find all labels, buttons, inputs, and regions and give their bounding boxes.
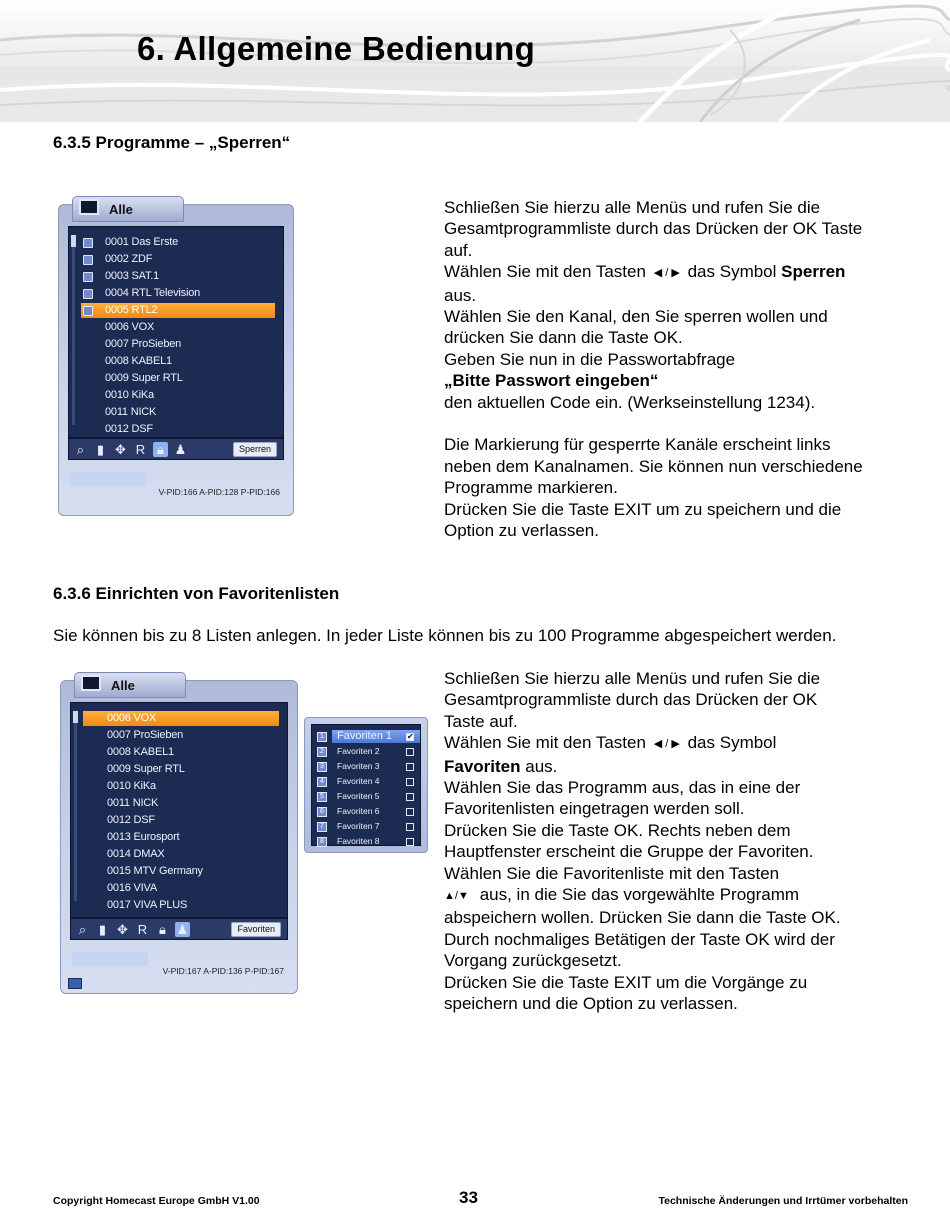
sperren-button: Sperren [233, 442, 277, 457]
text-line: Schließen Sie hierzu alle Menüs und rufen Sie die [444, 198, 821, 217]
rename-icon: R [137, 922, 148, 937]
text-line: Wählen Sie den Kanal, den Sie sperren wollen und [444, 307, 828, 327]
favorites-label: Favoriten 6 [337, 806, 380, 816]
text-line: Durch nochmaliges Betätigen der Taste OK wird der [444, 929, 835, 949]
channel-row [83, 847, 279, 862]
favorites-row [312, 759, 420, 774]
text-line: Gesamtprogrammliste durch das Drücken der OK Taste [444, 219, 863, 239]
favorites-list-panel [304, 717, 428, 853]
text-line: Wählen Sie die Favoritenliste mit den Tasten [444, 863, 780, 883]
scrollbar [74, 711, 77, 901]
tv-menu-tab [74, 672, 186, 698]
up-down-arrow-icon: ▲/▼ [444, 890, 475, 903]
page-number: 33 [459, 1188, 478, 1207]
channel-label: 0008 KABEL1 [105, 355, 172, 367]
bold-term: Sperren [781, 262, 846, 282]
channel-list [70, 702, 288, 918]
left-right-arrow-icon: ◀ / ▶ [650, 267, 683, 280]
tv-toolbar [70, 918, 288, 940]
channel-label: 0006 VOX [107, 712, 157, 724]
channel-row [81, 337, 275, 352]
channel-row [83, 864, 279, 879]
channel-row [83, 898, 279, 913]
favorites-label: Favoriten 5 [337, 791, 380, 801]
list-title: Alle [111, 678, 135, 693]
section-title-favorites: 6.3.6 Einrichten von Favoritenlisten [53, 584, 340, 603]
text-line: Drücken Sie die Taste EXIT um zu speichern und die [444, 499, 842, 519]
tv-toolbar [68, 438, 284, 460]
text-line: Gesamtprogrammliste durch das Drücken der OK [444, 690, 818, 710]
channel-row [83, 745, 279, 760]
text-line: drücken Sie dann die Taste OK. [444, 328, 683, 348]
channel-label: 0017 VIVA PLUS [107, 899, 188, 911]
channel-label: 0010 KiKa [105, 389, 154, 401]
lock-instructions [444, 197, 863, 541]
channel-label: 0010 KiKa [107, 780, 156, 792]
lock-icon [83, 289, 93, 299]
channel-row [83, 796, 279, 811]
scrollbar [72, 235, 75, 425]
pid-info: V-PID:166 A-PID:128 P-PID:166 [158, 487, 280, 497]
favorites-checkbox [406, 778, 414, 786]
favorites-label: Favoriten 8 [337, 836, 380, 846]
info-field [72, 952, 148, 966]
channel-label: 0011 NICK [105, 406, 157, 418]
favorites-label: Favoriten 3 [337, 761, 380, 771]
favorites-row [312, 744, 420, 759]
lock-menu-screenshot [58, 196, 294, 516]
chapter-title: 6. Allgemeine Bedienung [137, 30, 536, 67]
lock-icon [83, 306, 93, 316]
favorites-number-icon: 5 [317, 792, 327, 802]
favorites-checkbox: ✔ [407, 732, 414, 741]
text-line: Drücken Sie die Taste EXIT um die Vorgänge zu [444, 972, 808, 992]
channel-label: 0007 ProSieben [107, 729, 184, 741]
favorites-checkbox [406, 793, 414, 801]
channel-label: 0003 SAT.1 [105, 270, 160, 282]
channel-label: 0011 NICK [107, 797, 159, 809]
channel-row [83, 728, 279, 743]
favorites-label: Favoriten 2 [337, 746, 380, 756]
favorites-checkbox [406, 763, 414, 771]
text-line: Favoritenlisten eingetragen werden soll. [444, 799, 745, 819]
favorites-row [312, 789, 420, 804]
text-line: Vorgang zurückgesetzt. [444, 951, 622, 971]
channel-label: 0008 KABEL1 [107, 746, 174, 758]
channel-row [83, 881, 279, 896]
text-line: Hauptfenster erscheint die Gruppe der Favoriten. [444, 842, 814, 862]
favorites-checkbox [406, 823, 414, 831]
lock-icon: 🔒︎ [159, 922, 166, 937]
text-line [444, 261, 863, 284]
text-line: Drücken Sie die Taste OK. Rechts neben dem [444, 820, 791, 840]
channel-label: 0009 Super RTL [105, 372, 183, 384]
favorites-row [312, 774, 420, 789]
favorites-intro: Sie können bis zu 8 Listen anlegen. In jeder Liste können bis zu 100 Programme abgespeichert werden. [53, 626, 837, 645]
text-line: speichern und die Option zu verlassen. [444, 994, 738, 1014]
channel-row [81, 422, 275, 437]
channel-row [83, 762, 279, 777]
info-field [70, 472, 146, 486]
text-line [444, 884, 841, 907]
channel-label: 0012 DSF [107, 814, 155, 826]
favorites-instructions [444, 668, 841, 1015]
left-right-arrow-icon: ◀ / ▶ [650, 738, 683, 751]
favorites-row [312, 834, 420, 849]
text-line [444, 370, 863, 391]
trash-icon: ▮ [96, 442, 105, 457]
footer-disclaimer: Technische Änderungen und Irrtümer vorbehalten [658, 1195, 908, 1207]
bold-term: Favoriten [444, 756, 521, 776]
favorites-label: Favoriten 7 [337, 821, 380, 831]
channel-row [81, 371, 275, 386]
favorites-label: Favoriten 4 [337, 776, 380, 786]
lock-icon [83, 238, 93, 248]
channel-label: 0004 RTL Television [105, 287, 201, 299]
text-line: Programme markieren. [444, 478, 618, 498]
text-fragment: aus, in die Sie das vorgewählte Programm [479, 885, 800, 905]
favoriten-button: Favoriten [231, 922, 281, 937]
favorites-checkbox [406, 748, 414, 756]
lock-icon [83, 255, 93, 265]
favorites-checkbox [406, 808, 414, 816]
channel-label: 0009 Super RTL [107, 763, 185, 775]
text-fragment: das Symbol [687, 733, 777, 753]
channel-row [81, 303, 275, 318]
text-line: Option zu verlassen. [444, 521, 599, 541]
move-icon: ✥ [115, 442, 126, 457]
favorites-row [312, 729, 420, 744]
text-line: aus. [444, 285, 477, 305]
text-line [444, 732, 841, 755]
text-line: den aktuellen Code ein. (Werkseinstellung 1234). [444, 392, 816, 412]
text-line: neben dem Kanalnamen. Sie können nun verschiedene [444, 456, 863, 476]
channel-row [81, 252, 275, 267]
text-line: Die Markierung für gesperrte Kanäle erscheint links [444, 435, 831, 455]
channel-label: 0012 DSF [105, 423, 153, 435]
channel-row [81, 320, 275, 335]
channel-label: 0013 Eurosport [107, 831, 180, 843]
tv-icon [79, 199, 99, 215]
pid-info: V-PID:167 A-PID:136 P-PID:167 [162, 966, 284, 976]
favorites-number-icon: 6 [317, 807, 327, 817]
channel-label: 0006 VOX [105, 321, 155, 333]
text-line: Wählen Sie das Programm aus, das in eine der [444, 778, 801, 798]
channel-row [83, 711, 279, 726]
channel-row [81, 354, 275, 369]
lock-icon: 🔒︎ [153, 442, 168, 457]
channel-label: 0002 ZDF [105, 253, 153, 265]
text-fragment: das Symbol [687, 262, 777, 282]
favorites-row [312, 804, 420, 819]
channel-row [81, 388, 275, 403]
channel-label: 0014 DMAX [107, 848, 165, 860]
favorites-label: Favoriten 1 [332, 730, 420, 743]
section-title-lock: 6.3.5 Programme – „Sperren“ [53, 133, 291, 152]
favorites-checkbox [406, 838, 414, 846]
favorites-number-icon: 8 [317, 837, 327, 847]
bold-prompt: „Bitte Passwort eingeben“ [444, 371, 659, 391]
favorites-row [312, 819, 420, 834]
channel-label: 0001 Das Erste [105, 236, 179, 248]
channel-row [83, 813, 279, 828]
text-line: abspeichern wollen. Drücken Sie dann die Taste OK. [444, 908, 841, 928]
rename-icon: R [135, 442, 146, 457]
channel-label: 0007 ProSieben [105, 338, 182, 350]
trash-icon: ▮ [98, 922, 107, 937]
text-line [444, 756, 841, 777]
text-line: Geben Sie nun in die Passwortabfrage [444, 349, 736, 369]
channel-row [83, 779, 279, 794]
favorites-number-icon: 1 [317, 732, 327, 742]
move-icon: ✥ [117, 922, 128, 937]
channel-row [81, 235, 275, 250]
text-line: Schließen Sie hierzu alle Menüs und rufen Sie die [444, 669, 821, 688]
channel-row [81, 286, 275, 301]
text-fragment: aus. [525, 756, 558, 776]
text-fragment: Wählen Sie mit den Tasten [444, 262, 646, 282]
channel-label: 0016 VIVA [107, 882, 157, 894]
favorites-number-icon: 7 [317, 822, 327, 832]
channel-row [81, 405, 275, 420]
channel-list [68, 226, 284, 438]
text-fragment: Wählen Sie mit den Tasten [444, 733, 646, 753]
favorites-number-icon: 4 [317, 777, 327, 787]
channel-label: 0015 MTV Germany [107, 865, 203, 877]
text-line: Taste auf. [444, 711, 518, 731]
channel-row [81, 269, 275, 284]
favorites-menu-screenshot [60, 672, 298, 994]
page-header [0, 0, 950, 122]
favorites-number-icon: 2 [317, 747, 327, 757]
favorites-icon: ♟ [176, 922, 189, 937]
channel-row [83, 830, 279, 845]
tv-icon [81, 675, 101, 691]
search-icon: ⌕ [78, 922, 87, 937]
search-icon: ⌕ [76, 442, 85, 457]
favorites-icon: ♟ [174, 442, 187, 457]
favorites-list [311, 724, 421, 846]
tv-menu-tab [72, 196, 184, 222]
text-line: auf. [444, 240, 473, 260]
favorites-number-icon: 3 [317, 762, 327, 772]
channel-label: 0005 RTL2 [105, 304, 158, 316]
lock-icon [83, 272, 93, 282]
list-title: Alle [109, 202, 133, 217]
folder-icon [68, 978, 82, 989]
footer-copyright: Copyright Homecast Europe GmbH V1.00 [53, 1195, 260, 1207]
